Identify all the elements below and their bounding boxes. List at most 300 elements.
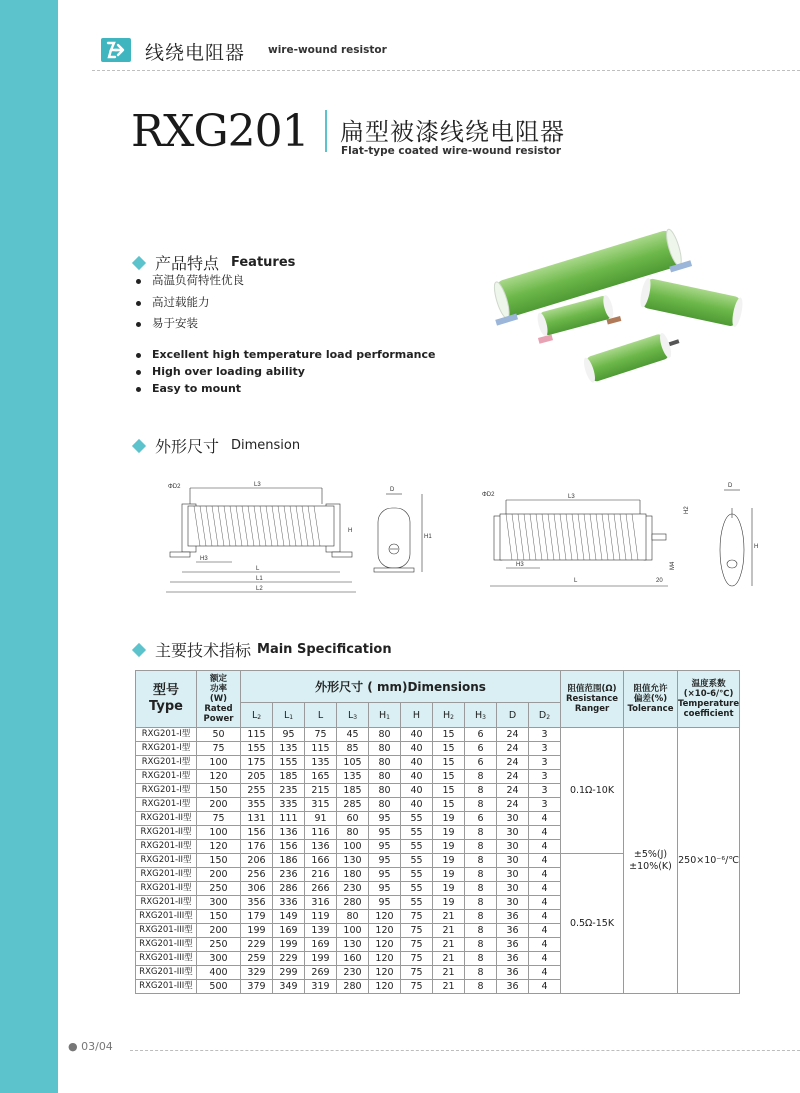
value-cell: 286 <box>273 882 305 896</box>
dim-label: L <box>256 566 260 572</box>
value-cell: 306 <box>241 882 273 896</box>
value-cell: 156 <box>273 840 305 854</box>
dim-label: L <box>574 578 578 584</box>
value-cell: 119 <box>305 910 337 924</box>
value-cell: 150 <box>197 854 241 868</box>
value-cell: 280 <box>337 896 369 910</box>
value-cell: 199 <box>305 952 337 966</box>
value-cell: 206 <box>241 854 273 868</box>
dim-col-header: L3 <box>337 703 369 728</box>
value-cell: 4 <box>529 882 561 896</box>
value-cell: 40 <box>401 770 433 784</box>
value-cell: 120 <box>369 952 401 966</box>
value-cell: 24 <box>497 770 529 784</box>
type-cell: RXG201-I型 <box>136 728 197 742</box>
value-cell: 4 <box>529 812 561 826</box>
value-cell: 215 <box>305 784 337 798</box>
value-cell: 75 <box>401 952 433 966</box>
value-cell: 30 <box>497 868 529 882</box>
value-cell: 30 <box>497 840 529 854</box>
value-cell: 120 <box>369 938 401 952</box>
value-cell: 139 <box>305 924 337 938</box>
feature-item: Excellent high temperature load performance <box>135 346 436 363</box>
dim-label: D <box>390 487 395 493</box>
type-cell: RXG201-II型 <box>136 882 197 896</box>
value-cell: 55 <box>401 882 433 896</box>
value-cell: 200 <box>197 868 241 882</box>
value-cell: 30 <box>497 896 529 910</box>
type-cell: RXG201-III型 <box>136 924 197 938</box>
value-cell: 80 <box>369 728 401 742</box>
type-cell: RXG201-III型 <box>136 966 197 980</box>
value-cell: 315 <box>305 798 337 812</box>
value-cell: 236 <box>273 868 305 882</box>
value-cell: 8 <box>465 952 497 966</box>
value-cell: 135 <box>337 770 369 784</box>
value-cell: 155 <box>273 756 305 770</box>
footer-divider <box>130 1050 800 1051</box>
dimension-title-en: Dimension <box>231 438 301 453</box>
value-cell: 15 <box>433 770 465 784</box>
dim-col-header: L <box>305 703 337 728</box>
value-cell: 95 <box>369 826 401 840</box>
type-cell: RXG201-III型 <box>136 980 197 994</box>
type-cell: RXG201-II型 <box>136 812 197 826</box>
dim-col-header: H <box>401 703 433 728</box>
features-title-en: Features <box>231 255 296 270</box>
value-cell: 115 <box>241 728 273 742</box>
resistance-range-cell: 0.5Ω-15K <box>561 854 624 994</box>
value-cell: 95 <box>369 840 401 854</box>
value-cell: 15 <box>433 756 465 770</box>
features-list-cn <box>135 270 244 335</box>
value-cell: 4 <box>529 910 561 924</box>
value-cell: 155 <box>241 742 273 756</box>
features-title-cn: 产品特点 <box>155 254 220 273</box>
value-cell: 60 <box>337 812 369 826</box>
value-cell: 15 <box>433 728 465 742</box>
value-cell: 105 <box>337 756 369 770</box>
value-cell: 21 <box>433 938 465 952</box>
spec-heading <box>134 638 392 661</box>
value-cell: 24 <box>497 798 529 812</box>
value-cell: 120 <box>369 966 401 980</box>
value-cell: 55 <box>401 826 433 840</box>
value-cell: 259 <box>241 952 273 966</box>
value-cell: 100 <box>337 840 369 854</box>
value-cell: 75 <box>401 938 433 952</box>
tolerance-cell <box>624 728 678 994</box>
type-cell: RXG201-I型 <box>136 784 197 798</box>
value-cell: 8 <box>465 798 497 812</box>
dim-label: ΦD2 <box>482 492 495 498</box>
value-cell: 180 <box>337 868 369 882</box>
value-cell: 349 <box>273 980 305 994</box>
features-list-en <box>135 346 436 397</box>
value-cell: 40 <box>401 784 433 798</box>
value-cell: 299 <box>273 966 305 980</box>
diamond-bullet-icon <box>132 642 146 656</box>
value-cell: 285 <box>337 798 369 812</box>
feature-item: Easy to mount <box>135 380 436 397</box>
value-cell: 300 <box>197 896 241 910</box>
value-cell: 4 <box>529 938 561 952</box>
value-cell: 55 <box>401 868 433 882</box>
type-cell: RXG201-II型 <box>136 896 197 910</box>
value-cell: 120 <box>369 924 401 938</box>
value-cell: 335 <box>273 798 305 812</box>
type-cell: RXG201-II型 <box>136 826 197 840</box>
value-cell: 319 <box>305 980 337 994</box>
value-cell: 55 <box>401 896 433 910</box>
value-cell: 30 <box>497 882 529 896</box>
value-cell: 116 <box>305 826 337 840</box>
value-cell: 55 <box>401 812 433 826</box>
brand-logo-icon <box>101 38 131 62</box>
value-cell: 80 <box>337 826 369 840</box>
value-cell: 230 <box>337 882 369 896</box>
feature-item: 高过载能力 <box>135 292 244 314</box>
value-cell: 4 <box>529 896 561 910</box>
category-title-en: wire-wound resistor <box>268 44 387 56</box>
value-cell: 130 <box>337 854 369 868</box>
diamond-bullet-icon <box>132 438 146 452</box>
value-cell: 80 <box>369 784 401 798</box>
value-cell: 21 <box>433 952 465 966</box>
header-temperature-coefficient: 温度系数 (×10-6/℃) Temperature coefficient <box>678 671 740 728</box>
type-cell: RXG201-I型 <box>136 798 197 812</box>
value-cell: 111 <box>273 812 305 826</box>
value-cell: 3 <box>529 742 561 756</box>
dimension-title-cn: 外形尺寸 <box>155 437 220 456</box>
type-cell: RXG201-II型 <box>136 840 197 854</box>
value-cell: 8 <box>465 910 497 924</box>
value-cell: 235 <box>273 784 305 798</box>
resistance-range-cell: 0.1Ω-10K <box>561 728 624 854</box>
value-cell: 120 <box>197 770 241 784</box>
feature-item: High over loading ability <box>135 363 436 380</box>
value-cell: 91 <box>305 812 337 826</box>
type-cell: RXG201-III型 <box>136 910 197 924</box>
dim-label: H2 <box>684 506 690 514</box>
value-cell: 19 <box>433 812 465 826</box>
value-cell: 19 <box>433 840 465 854</box>
value-cell: 21 <box>433 980 465 994</box>
type-cell: RXG201-I型 <box>136 770 197 784</box>
value-cell: 3 <box>529 728 561 742</box>
header-resistance-range: 阻值范围(Ω) Resistance Ranger <box>561 671 624 728</box>
value-cell: 160 <box>337 952 369 966</box>
value-cell: 36 <box>497 924 529 938</box>
value-cell: 229 <box>273 952 305 966</box>
value-cell: 176 <box>241 840 273 854</box>
value-cell: 36 <box>497 966 529 980</box>
value-cell: 4 <box>529 868 561 882</box>
spec-title-cn: 主要技术指标 <box>155 641 252 660</box>
value-cell: 95 <box>273 728 305 742</box>
header-tolerance: 阻值允许 偏差(%) Tolerance <box>624 671 678 728</box>
value-cell: 199 <box>273 938 305 952</box>
value-cell: 199 <box>241 924 273 938</box>
value-cell: 8 <box>465 980 497 994</box>
value-cell: 55 <box>401 854 433 868</box>
value-cell: 75 <box>401 980 433 994</box>
value-cell: 75 <box>401 910 433 924</box>
dim-col-header: H2 <box>433 703 465 728</box>
value-cell: 21 <box>433 910 465 924</box>
dim-col-header: L1 <box>273 703 305 728</box>
value-cell: 136 <box>305 840 337 854</box>
tolerance-value: ±10%(K) <box>629 860 672 872</box>
type-cell: RXG201-II型 <box>136 854 197 868</box>
value-cell: 131 <box>241 812 273 826</box>
value-cell: 19 <box>433 896 465 910</box>
value-cell: 3 <box>529 770 561 784</box>
value-cell: 15 <box>433 798 465 812</box>
value-cell: 230 <box>337 966 369 980</box>
product-name-en: Flat-type coated wire-wound resistor <box>341 145 562 157</box>
dim-col-header: D <box>497 703 529 728</box>
type-cell: RXG201-III型 <box>136 938 197 952</box>
value-cell: 156 <box>241 826 273 840</box>
value-cell: 356 <box>241 896 273 910</box>
value-cell: 30 <box>497 826 529 840</box>
value-cell: 80 <box>369 798 401 812</box>
value-cell: 30 <box>497 854 529 868</box>
side-accent-bar <box>0 0 58 1093</box>
value-cell: 6 <box>465 728 497 742</box>
value-cell: 185 <box>337 784 369 798</box>
dim-col-header: L2 <box>241 703 273 728</box>
dim-label: H1 <box>424 534 432 540</box>
value-cell: 80 <box>369 756 401 770</box>
value-cell: 36 <box>497 910 529 924</box>
value-cell: 50 <box>197 728 241 742</box>
value-cell: 6 <box>465 742 497 756</box>
value-cell: 229 <box>241 938 273 952</box>
tolerance-value: ±5%(J) <box>633 848 668 860</box>
value-cell: 19 <box>433 826 465 840</box>
dim-col-header: H3 <box>465 703 497 728</box>
value-cell: 3 <box>529 756 561 770</box>
dim-label: H <box>348 528 353 534</box>
header-type: 型号 Type <box>136 671 197 728</box>
value-cell: 205 <box>241 770 273 784</box>
value-cell: 21 <box>433 924 465 938</box>
value-cell: 75 <box>401 966 433 980</box>
value-cell: 95 <box>369 896 401 910</box>
value-cell: 250 <box>197 882 241 896</box>
value-cell: 130 <box>337 938 369 952</box>
value-cell: 4 <box>529 854 561 868</box>
value-cell: 30 <box>497 812 529 826</box>
dim-label: M4 <box>670 561 676 570</box>
page-number-text: 03/04 <box>81 1040 113 1053</box>
temperature-coefficient-cell: 250×10⁻⁶/℃ <box>678 728 740 994</box>
model-number: RXG201 <box>131 106 309 157</box>
value-cell: 40 <box>401 728 433 742</box>
value-cell: 80 <box>369 742 401 756</box>
feature-item: 高温负荷特性优良 <box>135 270 244 292</box>
product-photo <box>484 200 766 390</box>
value-cell: 135 <box>305 756 337 770</box>
product-name-cn: 扁型被漆线绕电阻器 <box>340 118 565 146</box>
value-cell: 40 <box>401 798 433 812</box>
header-dimensions: 外形尺寸 ( mm)Dimensions <box>241 671 561 703</box>
value-cell: 36 <box>497 952 529 966</box>
dim-col-header: D2 <box>529 703 561 728</box>
value-cell: 36 <box>497 980 529 994</box>
value-cell: 95 <box>369 812 401 826</box>
value-cell: 8 <box>465 826 497 840</box>
category-title-cn: 线绕电阻器 <box>145 42 246 64</box>
value-cell: 250 <box>197 938 241 952</box>
dimension-drawing-type1 <box>160 476 432 606</box>
value-cell: 75 <box>197 812 241 826</box>
value-cell: 169 <box>305 938 337 952</box>
dim-label: H3 <box>516 562 524 568</box>
value-cell: 19 <box>433 882 465 896</box>
value-cell: 165 <box>305 770 337 784</box>
value-cell: 169 <box>273 924 305 938</box>
type-cell: RXG201-I型 <box>136 742 197 756</box>
value-cell: 4 <box>529 980 561 994</box>
value-cell: 4 <box>529 840 561 854</box>
value-cell: 316 <box>305 896 337 910</box>
dim-label: L1 <box>256 576 263 582</box>
value-cell: 95 <box>369 868 401 882</box>
value-cell: 166 <box>305 854 337 868</box>
value-cell: 355 <box>241 798 273 812</box>
value-cell: 100 <box>337 924 369 938</box>
value-cell: 8 <box>465 924 497 938</box>
value-cell: 24 <box>497 784 529 798</box>
value-cell: 55 <box>401 840 433 854</box>
header-divider <box>92 70 800 71</box>
dim-label: L2 <box>256 586 263 592</box>
spec-table <box>135 670 740 994</box>
value-cell: 6 <box>465 756 497 770</box>
dim-label: ΦD2 <box>168 484 181 490</box>
value-cell: 186 <box>273 854 305 868</box>
value-cell: 120 <box>369 980 401 994</box>
value-cell: 3 <box>529 798 561 812</box>
value-cell: 336 <box>273 896 305 910</box>
value-cell: 21 <box>433 966 465 980</box>
value-cell: 266 <box>305 882 337 896</box>
table-row <box>136 728 740 742</box>
value-cell: 36 <box>497 938 529 952</box>
value-cell: 8 <box>465 896 497 910</box>
value-cell: 280 <box>337 980 369 994</box>
value-cell: 4 <box>529 826 561 840</box>
value-cell: 135 <box>273 742 305 756</box>
value-cell: 200 <box>197 798 241 812</box>
value-cell: 24 <box>497 728 529 742</box>
value-cell: 75 <box>197 742 241 756</box>
page-dot-icon: ● <box>68 1040 78 1053</box>
dim-label: L3 <box>568 494 575 500</box>
value-cell: 100 <box>197 756 241 770</box>
value-cell: 95 <box>369 882 401 896</box>
dim-col-header: H1 <box>369 703 401 728</box>
dim-label: 20 <box>656 578 663 584</box>
value-cell: 179 <box>241 910 273 924</box>
value-cell: 6 <box>465 812 497 826</box>
value-cell: 269 <box>305 966 337 980</box>
value-cell: 24 <box>497 756 529 770</box>
value-cell: 8 <box>465 882 497 896</box>
value-cell: 8 <box>465 966 497 980</box>
value-cell: 185 <box>273 770 305 784</box>
spec-title-en: Main Specification <box>257 642 392 657</box>
value-cell: 8 <box>465 770 497 784</box>
value-cell: 19 <box>433 854 465 868</box>
value-cell: 15 <box>433 742 465 756</box>
title-separator <box>325 110 327 152</box>
dim-label: H3 <box>200 556 208 562</box>
value-cell: 45 <box>337 728 369 742</box>
value-cell: 329 <box>241 966 273 980</box>
value-cell: 256 <box>241 868 273 882</box>
dimension-heading <box>134 434 300 457</box>
value-cell: 150 <box>197 910 241 924</box>
value-cell: 40 <box>401 756 433 770</box>
value-cell: 85 <box>337 742 369 756</box>
value-cell: 136 <box>273 826 305 840</box>
feature-item: 易于安装 <box>135 313 244 335</box>
value-cell: 80 <box>337 910 369 924</box>
header-power: 额定 功率 (W) Rated Power <box>197 671 241 728</box>
value-cell: 8 <box>465 854 497 868</box>
value-cell: 379 <box>241 980 273 994</box>
value-cell: 100 <box>197 826 241 840</box>
type-cell: RXG201-III型 <box>136 952 197 966</box>
page-number <box>68 1040 113 1053</box>
value-cell: 8 <box>465 938 497 952</box>
value-cell: 80 <box>369 770 401 784</box>
value-cell: 4 <box>529 924 561 938</box>
value-cell: 8 <box>465 868 497 882</box>
value-cell: 19 <box>433 868 465 882</box>
value-cell: 75 <box>401 924 433 938</box>
type-cell: RXG201-II型 <box>136 868 197 882</box>
dimension-drawing-type2 <box>476 478 762 600</box>
value-cell: 300 <box>197 952 241 966</box>
value-cell: 150 <box>197 784 241 798</box>
value-cell: 8 <box>465 840 497 854</box>
diamond-bullet-icon <box>132 255 146 269</box>
type-cell: RXG201-I型 <box>136 756 197 770</box>
value-cell: 75 <box>305 728 337 742</box>
value-cell: 24 <box>497 742 529 756</box>
value-cell: 500 <box>197 980 241 994</box>
value-cell: 4 <box>529 966 561 980</box>
value-cell: 40 <box>401 742 433 756</box>
value-cell: 120 <box>369 910 401 924</box>
value-cell: 149 <box>273 910 305 924</box>
value-cell: 255 <box>241 784 273 798</box>
value-cell: 15 <box>433 784 465 798</box>
value-cell: 8 <box>465 784 497 798</box>
value-cell: 95 <box>369 854 401 868</box>
dim-label: D <box>728 483 733 489</box>
value-cell: 200 <box>197 924 241 938</box>
value-cell: 3 <box>529 784 561 798</box>
dim-label: H <box>754 544 759 550</box>
value-cell: 216 <box>305 868 337 882</box>
dim-label: L3 <box>254 482 261 488</box>
